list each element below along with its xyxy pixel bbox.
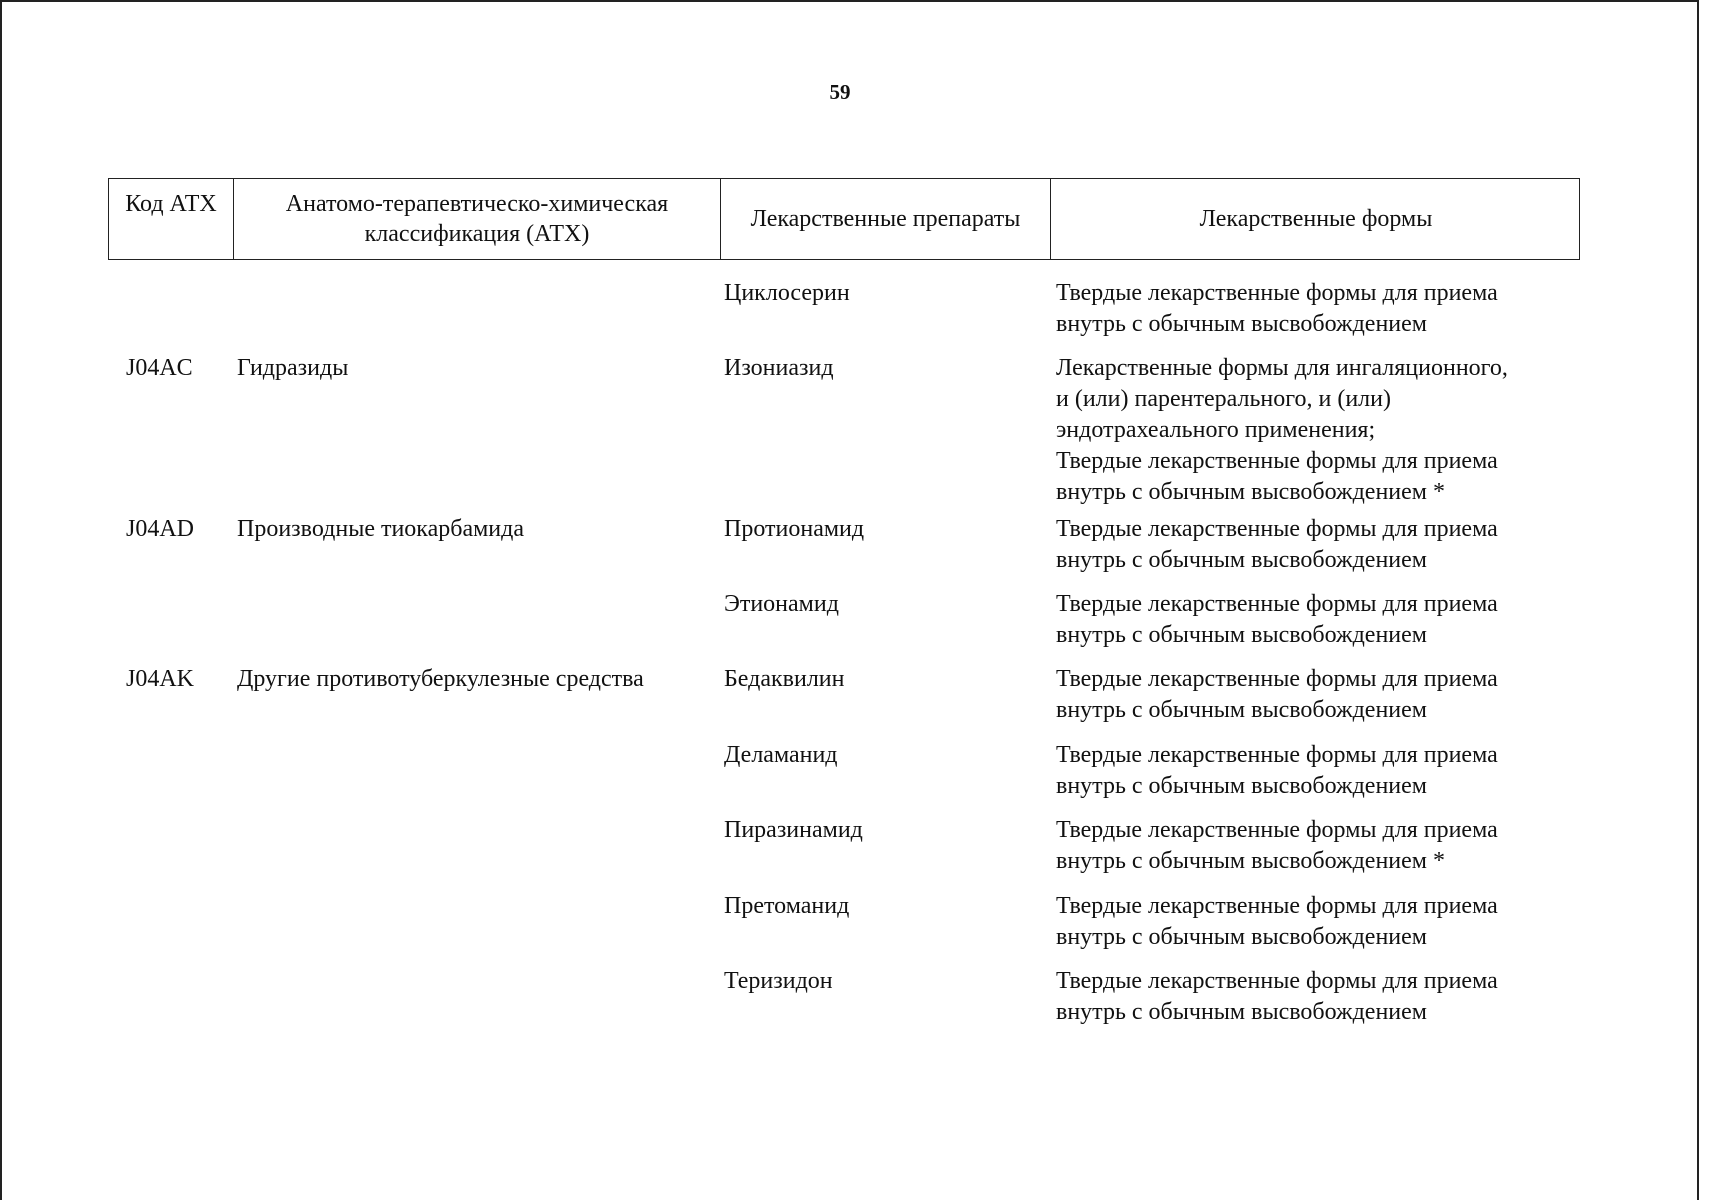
dosage-form-line: внутрь с обычным высвобождением [1056, 311, 1427, 337]
dosage-form-line: внутрь с обычным высвобождением [1056, 773, 1427, 799]
cell-atc-code [108, 966, 233, 1028]
dosage-form-line: Твердые лекарственные формы для приема [1056, 817, 1498, 843]
cell-classification [233, 740, 720, 802]
dosage-form-line: Лекарственные формы для ингаляционного, [1056, 355, 1508, 381]
table-row [108, 278, 1580, 340]
cell-classification [233, 891, 720, 953]
cell-classification [233, 966, 720, 1028]
dosage-form-line: и (или) парентерального, и (или) [1056, 386, 1391, 412]
cell-atc-code: J04AC [126, 355, 193, 381]
cell-atc-code [108, 278, 233, 340]
header-code: Код АТХ [109, 179, 234, 259]
cell-drug: Претоманид [724, 893, 850, 919]
cell-classification: Другие противотуберкулезные средства [237, 666, 644, 692]
table-row [108, 353, 1580, 508]
cell-dosage-forms [1050, 664, 1580, 726]
cell-atc-code [108, 589, 233, 651]
cell-classification [233, 278, 720, 340]
atc-table [108, 178, 1580, 1040]
cell-drug: Пиразинамид [724, 817, 863, 843]
dosage-form-line: внутрь с обычным высвобождением [1056, 547, 1427, 573]
table-row [108, 815, 1580, 877]
page-number: 59 [829, 80, 851, 104]
cell-dosage-forms [1050, 589, 1580, 651]
dosage-form-line: внутрь с обычным высвобождением [1056, 999, 1427, 1025]
table-header [108, 178, 1580, 260]
table-row [108, 589, 1580, 651]
cell-atc-code [108, 740, 233, 802]
cell-atc-code: J04AK [126, 666, 195, 692]
cell-classification: Гидразиды [237, 355, 349, 381]
dosage-form-line: внутрь с обычным высвобождением * [1056, 848, 1445, 874]
table-row [108, 966, 1580, 1028]
header-forms: Лекарственные формы [1199, 206, 1433, 232]
table-row [108, 740, 1580, 802]
dosage-form-line: эндотрахеального применения; [1056, 417, 1376, 443]
dosage-form-line: Твердые лекарственные формы для приема [1056, 591, 1498, 617]
cell-atc-code: J04AD [126, 516, 195, 542]
cell-atc-code [108, 815, 233, 877]
table-row [108, 891, 1580, 953]
cell-dosage-forms [1050, 815, 1580, 877]
cell-classification: Производные тиокарбамида [237, 516, 525, 542]
cell-atc-code [108, 891, 233, 953]
dosage-form-line: Твердые лекарственные формы для приема [1056, 742, 1498, 768]
table-body [108, 260, 1580, 1040]
dosage-form-line: Твердые лекарственные формы для приема [1056, 666, 1498, 692]
cell-drug: Циклосерин [724, 280, 850, 306]
dosage-form-line: Твердые лекарственные формы для приема [1056, 280, 1498, 306]
cell-drug: Деламанид [724, 742, 838, 768]
dosage-form-line: внутрь с обычным высвобождением [1056, 622, 1427, 648]
cell-dosage-forms [1050, 966, 1580, 1028]
dosage-form-line: Твердые лекарственные формы для приема [1056, 968, 1498, 994]
cell-dosage-forms [1050, 353, 1580, 508]
dosage-form-line: внутрь с обычным высвобождением [1056, 697, 1427, 723]
cell-classification [233, 815, 720, 877]
cell-drug: Протионамид [724, 516, 865, 542]
cell-drug: Изониазид [724, 355, 834, 381]
cell-dosage-forms [1050, 278, 1580, 340]
dosage-form-line: внутрь с обычным высвобождением [1056, 924, 1427, 950]
cell-classification [233, 589, 720, 651]
dosage-form-line: Твердые лекарственные формы для приема [1056, 893, 1498, 919]
cell-dosage-forms [1050, 740, 1580, 802]
cell-drug: Бедаквилин [724, 666, 845, 692]
cell-dosage-forms [1050, 891, 1580, 953]
dosage-form-line: внутрь с обычным высвобождением * [1056, 479, 1445, 505]
header-drugs: Лекарственные препараты [721, 179, 1051, 259]
dosage-form-line: Твердые лекарственные формы для приема [1056, 448, 1498, 474]
header-classification: Анатомо-терапевтическо-химическая классификация (АТХ) [234, 179, 721, 259]
cell-dosage-forms [1050, 514, 1580, 576]
cell-drug: Теризидон [724, 968, 833, 994]
dosage-form-line: Твердые лекарственные формы для приема [1056, 516, 1498, 542]
table-row [108, 514, 1580, 576]
cell-drug: Этионамид [724, 591, 839, 617]
table-row [108, 664, 1580, 726]
